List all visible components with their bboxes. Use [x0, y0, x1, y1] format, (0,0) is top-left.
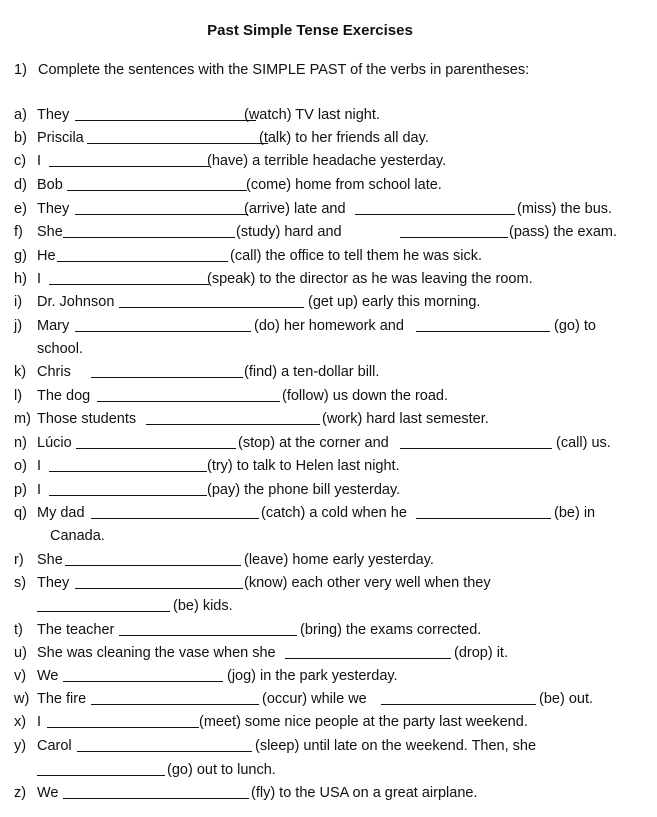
answer-blank[interactable] — [67, 176, 247, 191]
exercise-item — [14, 644, 654, 662]
item-text: (try) to talk to Helen last night. — [207, 458, 400, 474]
item-text: Lúcio — [37, 435, 72, 451]
item-label: q) — [14, 505, 27, 521]
instruction-text: Complete the sentences with the SIMPLE PAST of the verbs in parentheses: — [38, 62, 530, 78]
item-text: I — [37, 271, 42, 287]
item-label: d) — [14, 177, 27, 193]
item-label: j) — [14, 318, 23, 334]
item-text: (have) a terrible headache yesterday. — [207, 153, 447, 169]
item-text: I — [37, 458, 42, 474]
item-text: Priscila — [37, 130, 84, 146]
item-text: (get up) early this morning. — [308, 294, 481, 310]
item-text: (go) out to lunch. — [167, 762, 276, 778]
exercise-item — [14, 247, 654, 265]
exercise-item — [14, 410, 654, 428]
item-text: (bring) the exams corrected. — [300, 622, 482, 638]
item-text: (study) hard and — [236, 224, 342, 240]
item-label: e) — [14, 201, 27, 217]
item-text: (go) to — [554, 318, 596, 334]
exercise-item — [14, 551, 654, 569]
answer-blank[interactable] — [416, 504, 551, 519]
item-label: p) — [14, 482, 27, 498]
item-text: Dr. Johnson — [37, 294, 115, 310]
item-label: m) — [14, 411, 31, 427]
instruction-number: 1) — [14, 62, 27, 78]
answer-blank[interactable] — [65, 551, 241, 566]
exercise-item — [14, 761, 654, 779]
answer-blank[interactable] — [75, 106, 256, 121]
answer-blank[interactable] — [75, 317, 251, 332]
answer-blank[interactable] — [97, 387, 280, 402]
item-text: (sleep) until late on the weekend. Then, she — [255, 738, 537, 754]
answer-blank[interactable] — [91, 690, 259, 705]
answer-blank[interactable] — [49, 481, 207, 496]
exercise-item — [14, 176, 654, 194]
exercise-item — [14, 713, 654, 731]
exercise-item — [14, 457, 654, 475]
exercise-item — [14, 504, 654, 522]
item-label: s) — [14, 575, 27, 591]
answer-blank[interactable] — [77, 737, 252, 752]
answer-blank[interactable] — [63, 784, 249, 799]
item-label: y) — [14, 738, 27, 754]
item-label: o) — [14, 458, 27, 474]
item-text: (be) in — [554, 505, 596, 521]
item-text: (do) her homework and — [254, 318, 404, 334]
answer-blank[interactable] — [75, 200, 248, 215]
item-text: Chris — [37, 364, 71, 380]
answer-blank[interactable] — [49, 457, 207, 472]
item-text: She — [37, 552, 63, 568]
exercise-item — [14, 667, 654, 685]
item-text: The teacher — [37, 622, 115, 638]
item-text: Mary — [37, 318, 70, 334]
item-text: (be) kids. — [173, 598, 233, 614]
item-text: (leave) home early yesterday. — [244, 552, 434, 568]
exercise-item — [14, 270, 654, 288]
exercise-item — [14, 106, 654, 124]
answer-blank[interactable] — [47, 713, 199, 728]
answer-blank[interactable] — [49, 152, 209, 167]
item-text: (arrive) late and — [244, 201, 346, 217]
exercise-item — [14, 737, 654, 755]
item-text: (work) hard last semester. — [322, 411, 489, 427]
answer-blank[interactable] — [119, 621, 297, 636]
answer-blank[interactable] — [63, 223, 235, 238]
item-label: v) — [14, 668, 27, 684]
exercise-item — [14, 340, 654, 358]
item-label: g) — [14, 248, 27, 264]
exercise-item — [14, 574, 654, 592]
item-text: We — [37, 785, 59, 801]
answer-blank[interactable] — [37, 761, 165, 776]
item-text: I — [37, 482, 42, 498]
answer-blank[interactable] — [91, 363, 243, 378]
answer-blank[interactable] — [285, 644, 451, 659]
item-text: They — [37, 107, 70, 123]
exercise-item — [14, 597, 654, 615]
item-text: We — [37, 668, 59, 684]
answer-blank[interactable] — [416, 317, 550, 332]
item-text: The fire — [37, 691, 87, 707]
exercise-item — [14, 152, 654, 170]
item-text: (occur) while we — [262, 691, 367, 707]
answer-blank[interactable] — [57, 247, 228, 262]
item-text: Bob — [37, 177, 63, 193]
item-text: Canada. — [50, 528, 105, 544]
exercise-item — [14, 621, 654, 639]
item-text: I — [37, 153, 42, 169]
item-label: r) — [14, 552, 24, 568]
item-label: x) — [14, 714, 27, 730]
item-text: He — [37, 248, 56, 264]
item-label: z) — [14, 785, 27, 801]
page-title: Past Simple Tense Exercises — [207, 22, 413, 39]
item-text: school. — [37, 341, 83, 357]
item-text: Those students — [37, 411, 137, 427]
item-text: She — [37, 224, 63, 240]
item-text: (follow) us down the road. — [282, 388, 449, 404]
item-text: (watch) TV last night. — [244, 107, 380, 123]
exercise-item — [14, 690, 654, 708]
item-text: (be) out. — [539, 691, 593, 707]
item-text: They — [37, 201, 70, 217]
item-text: (speak) to the director as he was leaving the room. — [207, 271, 533, 287]
instruction — [14, 62, 529, 78]
answer-blank[interactable] — [400, 223, 508, 238]
answer-blank[interactable] — [49, 270, 209, 285]
exercise-item — [14, 784, 654, 802]
item-label: b) — [14, 130, 27, 146]
item-text: My dad — [37, 505, 85, 521]
item-text: (pass) the exam. — [509, 224, 617, 240]
answer-blank[interactable] — [75, 574, 243, 589]
answer-blank[interactable] — [355, 200, 515, 215]
item-text: (find) a ten-dollar bill. — [244, 364, 380, 380]
item-label: u) — [14, 645, 27, 661]
answer-blank[interactable] — [76, 434, 236, 449]
item-text: Carol — [37, 738, 72, 754]
answer-blank[interactable] — [381, 690, 536, 705]
item-text: (jog) in the park yesterday. — [227, 668, 398, 684]
item-label: l) — [14, 388, 23, 404]
item-label: c) — [14, 153, 27, 169]
item-label: t) — [14, 622, 23, 638]
exercise-item — [14, 363, 654, 381]
item-text: (fly) to the USA on a great airplane. — [251, 785, 478, 801]
item-text: (come) home from school late. — [246, 177, 442, 193]
item-label: a) — [14, 107, 27, 123]
item-label: n) — [14, 435, 27, 451]
answer-blank[interactable] — [37, 597, 170, 612]
item-text: I — [37, 714, 42, 730]
item-text: (catch) a cold when he — [261, 505, 407, 521]
item-text: (stop) at the corner and — [238, 435, 389, 451]
answer-blank[interactable] — [91, 504, 259, 519]
exercise-item — [14, 527, 654, 545]
answer-blank[interactable] — [63, 667, 223, 682]
answer-blank[interactable] — [87, 129, 268, 144]
item-text: The dog — [37, 388, 91, 404]
item-text: (talk) to her friends all day. — [259, 130, 429, 146]
exercise-item — [14, 129, 654, 147]
item-label: k) — [14, 364, 27, 380]
answer-blank[interactable] — [119, 293, 304, 308]
item-text: (miss) the bus. — [517, 201, 613, 217]
item-text: (call) us. — [556, 435, 611, 451]
item-label: w) — [14, 691, 30, 707]
item-label: h) — [14, 271, 27, 287]
exercise-item — [14, 200, 654, 218]
exercise-item — [14, 434, 654, 452]
item-text: (know) each other very well when they — [244, 575, 491, 591]
exercise-item — [14, 293, 654, 311]
exercise-item — [14, 223, 654, 241]
item-text: (pay) the phone bill yesterday. — [207, 482, 401, 498]
item-text: They — [37, 575, 70, 591]
item-text: (meet) some nice people at the party last weekend. — [199, 714, 528, 730]
item-text: (call) the office to tell them he was sick. — [230, 248, 482, 264]
exercise-item — [14, 317, 654, 335]
answer-blank[interactable] — [146, 410, 320, 425]
answer-blank[interactable] — [400, 434, 552, 449]
item-text: She was cleaning the vase when she — [37, 645, 276, 661]
exercise-item — [14, 387, 654, 405]
item-label: i) — [14, 294, 23, 310]
exercise-item — [14, 481, 654, 499]
item-label: f) — [14, 224, 23, 240]
item-text: (drop) it. — [454, 645, 508, 661]
